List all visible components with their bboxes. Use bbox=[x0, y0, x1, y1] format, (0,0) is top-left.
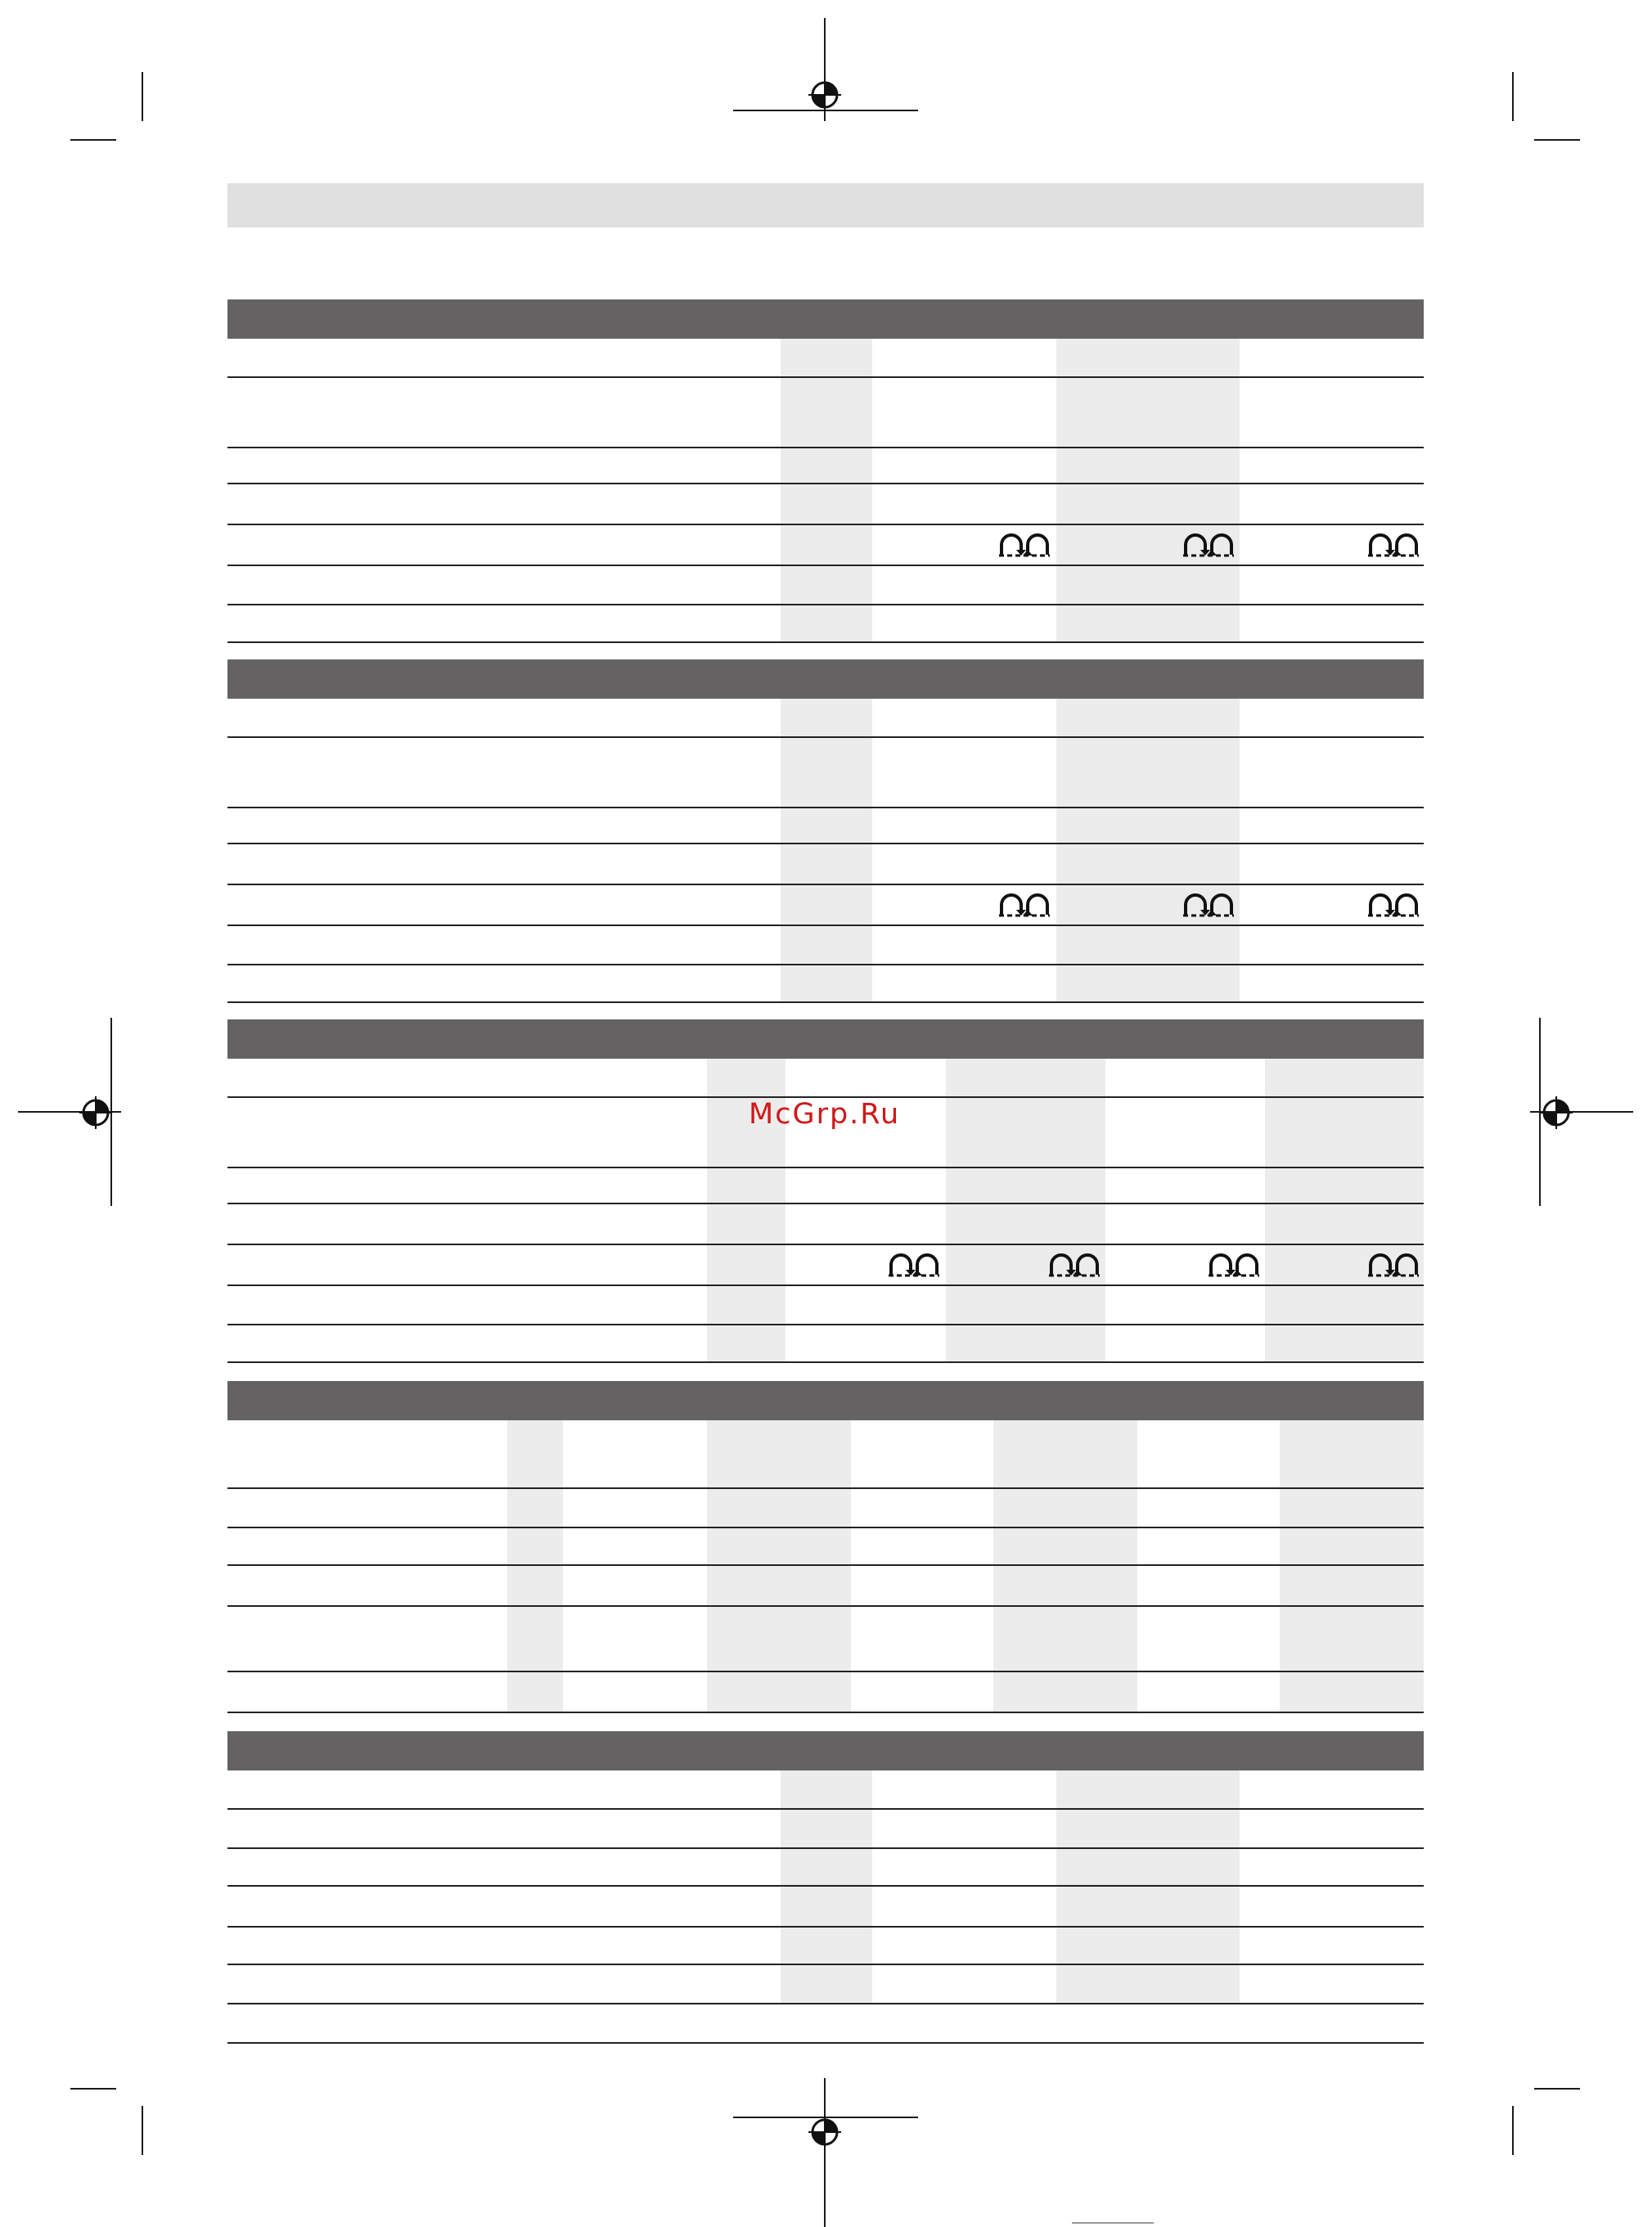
rotation-direction-icon bbox=[997, 530, 1051, 558]
rotation-direction-icon bbox=[1366, 890, 1420, 918]
table-header-bar bbox=[227, 659, 1424, 699]
table-header-bar bbox=[227, 1381, 1424, 1420]
table-header-bar bbox=[227, 299, 1424, 339]
rotation-direction-icon bbox=[1366, 1250, 1420, 1278]
rotation-direction-icon bbox=[1207, 1250, 1261, 1278]
registration-crosshair-icon bbox=[79, 1096, 112, 1129]
rotation-direction-icon bbox=[1182, 530, 1236, 558]
table-header-bar bbox=[227, 1019, 1424, 1059]
page-header-band bbox=[227, 183, 1424, 227]
rotation-direction-icon bbox=[997, 890, 1051, 918]
registration-crosshair-icon bbox=[1540, 1096, 1573, 1129]
registration-crosshair-icon bbox=[808, 79, 841, 111]
footer-mark bbox=[1072, 2222, 1154, 2224]
rotation-direction-icon bbox=[1182, 890, 1236, 918]
table-header-bar bbox=[227, 1731, 1424, 1770]
rotation-direction-icon bbox=[887, 1250, 941, 1278]
rotation-direction-icon bbox=[1366, 530, 1420, 558]
rotation-direction-icon bbox=[1047, 1250, 1101, 1278]
registration-crosshair-icon bbox=[808, 2116, 841, 2148]
watermark-text: McGrp.Ru bbox=[749, 1098, 901, 1131]
